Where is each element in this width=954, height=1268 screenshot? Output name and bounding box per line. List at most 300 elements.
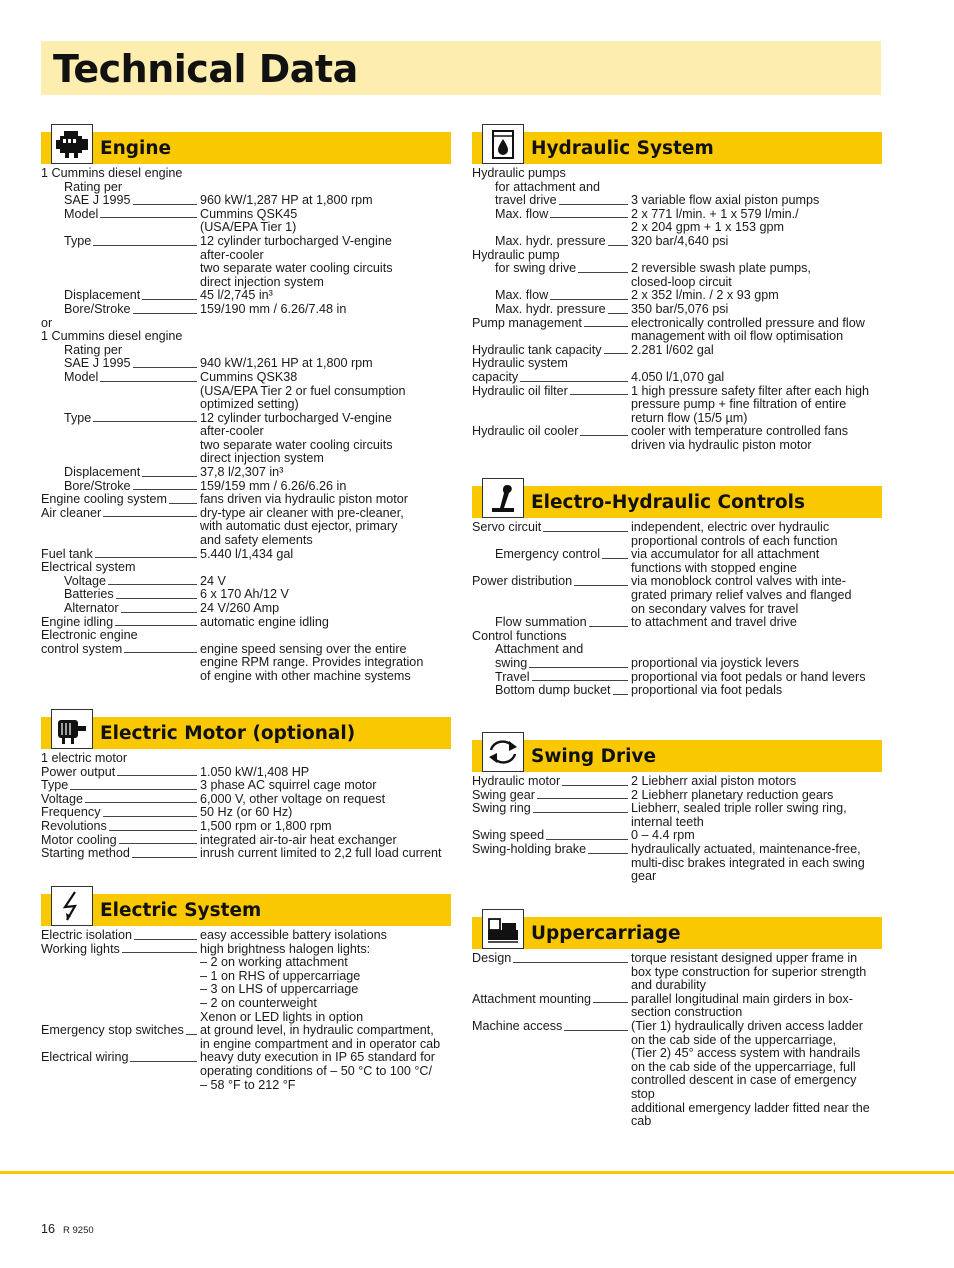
spec-value: 37,8 l/2,307 in³ xyxy=(200,465,284,480)
spec-value: 24 V/260 Amp xyxy=(200,601,280,615)
spec-label xyxy=(472,548,631,562)
spec-value: Cummins QSK45 xyxy=(200,206,298,221)
spec-value: return flow (15/5 µm) xyxy=(631,410,748,425)
hydraulic-tank-icon xyxy=(482,124,524,164)
section-hydraulic-system xyxy=(472,124,882,452)
spec-label xyxy=(472,194,631,208)
spec-label xyxy=(41,208,200,222)
leader-line xyxy=(130,1061,197,1062)
spec-value: – 2 on working attachment xyxy=(200,955,348,970)
leader-line xyxy=(109,830,197,831)
section-header xyxy=(41,709,451,749)
spec-value: direct injection system xyxy=(200,451,324,466)
leader-line xyxy=(608,313,628,314)
spec-value: engine RPM range. Provides integration xyxy=(200,655,424,670)
spec-label xyxy=(41,997,200,1011)
leader-line xyxy=(593,1002,628,1003)
spec-label xyxy=(472,630,631,644)
spec-row xyxy=(472,1115,882,1129)
spec-value: 2.281 l/602 gal xyxy=(631,342,714,357)
spec-label xyxy=(472,398,631,412)
spec-label-text: Starting method xyxy=(41,847,130,861)
spec-value xyxy=(200,330,451,344)
spec-value xyxy=(200,752,451,766)
page-title: Technical Data xyxy=(53,47,358,91)
spec-label xyxy=(41,235,200,249)
spec-row xyxy=(41,289,451,303)
spec-label xyxy=(472,262,631,276)
spec-label xyxy=(472,1020,631,1034)
spec-value: in engine compartment and in operator cab xyxy=(200,1036,441,1051)
leader-line xyxy=(550,217,628,218)
spec-label-text: Engine cooling system xyxy=(41,493,168,507)
leader-line xyxy=(562,785,628,786)
leader-line xyxy=(133,367,197,368)
spec-label xyxy=(472,439,631,453)
spec-row xyxy=(472,589,882,603)
spec-label xyxy=(41,766,200,780)
spec-row xyxy=(41,997,451,1011)
spec-row xyxy=(472,616,882,630)
spec-row xyxy=(41,371,451,385)
spec-row xyxy=(472,562,882,576)
leader-line xyxy=(103,816,197,817)
spec-label xyxy=(41,249,200,263)
spec-row xyxy=(41,820,451,834)
spec-label-text: travel drive xyxy=(495,194,557,208)
spec-value: 24 V xyxy=(200,573,226,588)
spec-row xyxy=(472,385,882,399)
spec-label xyxy=(41,983,200,997)
spec-row xyxy=(472,412,882,426)
spec-row xyxy=(472,657,882,671)
spec-label-text: Electric isolation xyxy=(41,929,132,942)
spec-label-text: Hydraulic motor xyxy=(472,775,561,788)
spec-row xyxy=(41,398,451,412)
spec-label xyxy=(472,385,631,399)
spec-row xyxy=(472,952,882,966)
spec-value: high brightness halogen lights: xyxy=(200,941,371,956)
spec-row xyxy=(41,629,451,643)
spec-row xyxy=(41,943,451,957)
spec-label-text: Emergency control xyxy=(495,548,600,562)
spec-label xyxy=(472,789,631,803)
leader-line xyxy=(613,694,628,695)
leader-line xyxy=(95,557,197,558)
leader-line xyxy=(570,394,628,395)
spec-label xyxy=(41,779,200,793)
spec-label xyxy=(41,412,200,426)
spec-value: management with oil flow optimisation xyxy=(631,329,844,344)
spec-row xyxy=(41,208,451,222)
spec-label xyxy=(472,167,631,181)
leader-line xyxy=(100,381,197,382)
leader-line xyxy=(520,381,628,382)
spec-label-text: Max. flow xyxy=(495,289,549,303)
spec-label-text: Model xyxy=(64,370,99,384)
spec-row xyxy=(41,534,451,548)
leader-line xyxy=(537,798,628,799)
spec-row xyxy=(41,520,451,534)
spec-value: stop xyxy=(631,1086,655,1101)
spec-row xyxy=(41,1024,451,1038)
spec-rows xyxy=(472,952,882,1129)
spec-label xyxy=(41,520,200,534)
spec-row xyxy=(472,1034,882,1048)
spec-row xyxy=(472,548,882,562)
spec-label xyxy=(472,412,631,426)
spec-row xyxy=(472,802,882,816)
spec-label xyxy=(41,956,200,970)
spec-label xyxy=(472,249,631,263)
spec-row xyxy=(41,656,451,670)
spec-value: driven via hydraulic piston motor xyxy=(631,437,812,452)
spec-label-text: Emergency stop switches xyxy=(41,1024,184,1038)
spec-value: cooler with temperature controlled fans xyxy=(631,424,849,439)
spec-label xyxy=(41,793,200,807)
spec-label-text: Voltage xyxy=(64,574,107,588)
spec-label xyxy=(41,507,200,521)
spec-value xyxy=(200,167,451,181)
spec-value: (Tier 1) hydraulically driven access ladder xyxy=(631,1018,863,1033)
spec-row xyxy=(41,588,451,602)
spec-value: closed-loop circuit xyxy=(631,274,732,289)
spec-row xyxy=(472,816,882,830)
spec-label-text: 1 Cummins diesel engine xyxy=(41,330,183,344)
spec-row xyxy=(41,317,451,331)
spec-row xyxy=(41,548,451,562)
leader-line xyxy=(513,962,628,963)
leader-line xyxy=(580,435,628,436)
spec-value: 50 Hz (or 60 Hz) xyxy=(200,805,293,820)
spec-label xyxy=(41,1065,200,1079)
spec-value: on the cab side of the uppercarriage, full xyxy=(631,1059,856,1074)
spec-value: 3 variable flow axial piston pumps xyxy=(631,193,820,208)
spec-value: additional emergency ladder fitted near the xyxy=(631,1100,870,1115)
spec-label xyxy=(472,1102,631,1116)
spec-label xyxy=(472,521,631,535)
spec-value: 6,000 V, other voltage on request xyxy=(200,791,386,806)
spec-row xyxy=(472,575,882,589)
spec-value: 12 cylinder turbocharged V-engine xyxy=(200,233,392,248)
section-header xyxy=(41,124,451,164)
spec-row xyxy=(472,181,882,195)
spec-label-text: Model xyxy=(64,207,99,221)
spec-label xyxy=(41,602,200,616)
spec-label xyxy=(41,303,200,317)
spec-value xyxy=(631,357,882,371)
spec-value: parallel longitudinal main girders in box- xyxy=(631,991,853,1006)
spec-label xyxy=(41,398,200,412)
leader-line xyxy=(602,558,628,559)
spec-label-text: capacity xyxy=(472,370,519,384)
spec-row xyxy=(472,425,882,439)
spec-label-text: Displacement xyxy=(64,466,141,480)
leader-line xyxy=(608,245,628,246)
spec-value: fans driven via hydraulic piston motor xyxy=(200,492,408,507)
section-title: Hydraulic System xyxy=(531,138,714,159)
spec-row xyxy=(41,834,451,848)
spec-row xyxy=(472,829,882,843)
spec-label-text: Revolutions xyxy=(41,819,107,833)
spec-label-text: Swing ring xyxy=(472,802,531,816)
section-swing-drive xyxy=(472,732,882,884)
spec-value: at ground level, in hydraulic compartment, xyxy=(200,1023,434,1038)
spec-label xyxy=(41,289,200,303)
spec-row xyxy=(41,439,451,453)
spec-row xyxy=(41,602,451,616)
leader-line xyxy=(133,489,198,490)
spec-value: pressure pump + fine filtration of entire xyxy=(631,397,847,412)
leader-line xyxy=(132,857,197,858)
spec-label xyxy=(41,806,200,820)
leader-line xyxy=(589,626,628,627)
spec-label-text: Max. flow xyxy=(495,207,549,221)
spec-value: independent, electric over hydraulic xyxy=(631,520,830,534)
leader-line xyxy=(169,503,197,504)
spec-label xyxy=(41,629,200,643)
spec-label xyxy=(41,344,200,358)
spec-label-text: Flow summation xyxy=(495,616,587,630)
spec-label-text: Design xyxy=(472,952,512,965)
spec-label xyxy=(472,1088,631,1102)
model-code: R 9250 xyxy=(63,1225,94,1236)
leader-line xyxy=(103,516,197,517)
spec-label-text: Swing speed xyxy=(472,829,545,843)
spec-label-text: Bore/Stroke xyxy=(64,302,131,316)
section-header xyxy=(41,886,451,926)
spec-row xyxy=(472,303,882,317)
spec-label xyxy=(472,966,631,980)
spec-row xyxy=(472,398,882,412)
spec-label-text: 1 electric motor xyxy=(41,752,128,765)
leader-line xyxy=(115,625,197,626)
spec-row xyxy=(41,643,451,657)
spec-label-text: Electrical system xyxy=(41,561,136,575)
spec-row xyxy=(41,385,451,399)
spec-value xyxy=(200,629,451,643)
spec-label xyxy=(41,834,200,848)
spec-label xyxy=(41,575,200,589)
spec-label xyxy=(41,357,200,371)
leader-line xyxy=(108,584,197,585)
spec-label-text: Bore/Stroke xyxy=(64,479,131,493)
spec-value: 2 Liebherr planetary reduction gears xyxy=(631,787,834,802)
spec-row xyxy=(472,1020,882,1034)
spec-label xyxy=(472,208,631,222)
spec-value: 2 x 204 gpm + 1 x 153 gpm xyxy=(631,220,784,235)
spec-value: dry-type air cleaner with pre-cleaner, xyxy=(200,505,404,520)
spec-row xyxy=(472,249,882,263)
spec-row xyxy=(472,993,882,1007)
spec-row xyxy=(41,929,451,943)
spec-label-text: SAE J 1995 xyxy=(64,194,131,208)
spec-label xyxy=(41,534,200,548)
spec-label-text: Control functions xyxy=(472,629,567,643)
spec-label xyxy=(472,857,631,871)
spec-label xyxy=(41,588,200,602)
spec-label xyxy=(41,561,200,575)
spec-label xyxy=(41,643,200,657)
spec-value: – 58 °F to 212 °F xyxy=(200,1077,296,1092)
spec-value: with automatic dust ejector, primary xyxy=(200,519,398,534)
spec-value: electronically controlled pressure and flow xyxy=(631,315,865,330)
footer-rule xyxy=(0,1171,954,1174)
footer xyxy=(41,1223,94,1238)
section-engine xyxy=(41,124,451,684)
spec-row xyxy=(41,167,451,181)
spec-row xyxy=(41,221,451,235)
spec-label xyxy=(472,330,631,344)
spec-value: proportional via foot pedals or hand levers xyxy=(631,669,866,684)
spec-label-text: Swing gear xyxy=(472,788,536,802)
spec-row xyxy=(41,793,451,807)
spec-value: 1,500 rpm or 1,800 rpm xyxy=(200,818,332,833)
spec-label xyxy=(472,221,631,235)
leader-line xyxy=(142,299,197,300)
section-electro-hydraulic-controls xyxy=(472,478,882,698)
section-title: Electric Motor (optional) xyxy=(100,723,356,744)
section-title: Swing Drive xyxy=(531,746,657,767)
spec-value: (USA/EPA Tier 2 or fuel consumption xyxy=(200,383,406,398)
spec-value: section construction xyxy=(631,1005,743,1020)
leader-line xyxy=(85,802,197,803)
leader-line xyxy=(116,598,197,599)
spec-label-text: Bottom dump bucket xyxy=(495,684,611,698)
leader-line xyxy=(584,326,628,327)
spec-value: 320 bar/4,640 psi xyxy=(631,233,729,248)
engine-icon xyxy=(51,124,93,164)
spec-row xyxy=(41,616,451,630)
spec-value: 5.440 l/1,434 gal xyxy=(200,546,294,561)
spec-value: 159/190 mm / 6.26/7.48 in xyxy=(200,301,347,316)
spec-label-text: Max. hydr. pressure xyxy=(495,234,606,248)
spec-label-text: Frequency xyxy=(41,806,101,820)
leader-line xyxy=(533,812,628,813)
spec-row xyxy=(41,1011,451,1025)
section-title: Electro-Hydraulic Controls xyxy=(531,492,805,513)
spec-value: 3 phase AC squirrel cage motor xyxy=(200,778,377,793)
spec-row xyxy=(41,303,451,317)
spec-value: 45 l/2,745 in³ xyxy=(200,288,273,303)
leader-line xyxy=(122,952,197,953)
leader-line xyxy=(564,1030,628,1031)
spec-row xyxy=(472,603,882,617)
spec-rows xyxy=(472,167,882,452)
spec-value: – 3 on LHS of uppercarriage xyxy=(200,982,359,997)
leader-line xyxy=(529,667,628,668)
spec-row xyxy=(41,670,451,684)
spec-row xyxy=(472,167,882,181)
section-header xyxy=(472,732,882,772)
spec-label xyxy=(472,575,631,589)
spec-row xyxy=(41,181,451,195)
spec-label-text: Hydraulic oil cooler xyxy=(472,425,579,439)
spec-label-text: 1 Cummins diesel engine xyxy=(41,167,183,180)
spec-label xyxy=(41,317,200,331)
spec-rows xyxy=(472,775,882,884)
spec-label xyxy=(472,993,631,1007)
spec-value: Xenon or LED lights in option xyxy=(200,1009,364,1024)
spec-label xyxy=(41,616,200,630)
leader-line xyxy=(550,299,628,300)
spec-label-text: Type xyxy=(64,234,92,248)
spec-value: easy accessible battery isolations xyxy=(200,928,387,942)
spec-value: after-cooler xyxy=(200,247,264,262)
spec-row xyxy=(472,344,882,358)
spec-row xyxy=(472,870,882,884)
spec-label-text: Hydraulic oil filter xyxy=(472,384,568,398)
spec-rows xyxy=(41,167,451,684)
spec-value: 159/159 mm / 6.26/6.26 in xyxy=(200,478,347,493)
spec-label xyxy=(472,317,631,331)
spec-label xyxy=(41,167,200,181)
spec-label-text: Rating per xyxy=(64,343,123,357)
spec-row xyxy=(472,1006,882,1020)
spec-value: box type construction for superior strength xyxy=(631,964,867,979)
leader-line xyxy=(133,313,198,314)
spec-value: (Tier 2) 45° access system with handrails xyxy=(631,1046,861,1061)
spec-value: heavy duty execution in IP 65 standard for xyxy=(200,1050,436,1065)
spec-label xyxy=(41,1079,200,1093)
spec-row xyxy=(472,535,882,549)
spec-label xyxy=(41,1051,200,1065)
spec-row xyxy=(41,766,451,780)
spec-row xyxy=(41,344,451,358)
spec-row xyxy=(41,235,451,249)
spec-label xyxy=(472,289,631,303)
spec-value: 2 x 771 l/min. + 1 x 579 l/min./ xyxy=(631,206,799,221)
spec-value: and safety elements xyxy=(200,533,313,548)
spec-value: cab xyxy=(631,1114,652,1129)
spec-label xyxy=(472,562,631,576)
spec-row xyxy=(472,521,882,535)
spec-row xyxy=(41,466,451,480)
spec-row xyxy=(472,684,882,698)
spec-label xyxy=(41,425,200,439)
spec-row xyxy=(41,262,451,276)
spec-label xyxy=(472,684,631,698)
spec-label xyxy=(472,425,631,439)
spec-label xyxy=(472,1115,631,1129)
spec-label xyxy=(41,670,200,684)
spec-value xyxy=(631,167,882,181)
spec-label-text: Type xyxy=(64,411,92,425)
spec-label xyxy=(472,802,631,816)
spec-label xyxy=(472,952,631,966)
spec-row xyxy=(41,779,451,793)
spec-label xyxy=(472,671,631,685)
leader-line xyxy=(100,217,197,218)
spec-row xyxy=(41,425,451,439)
spec-label-text: Electronic engine xyxy=(41,629,138,643)
spec-value: 1 high pressure safety filter after each high xyxy=(631,383,870,398)
spec-label xyxy=(41,1011,200,1025)
spec-value xyxy=(200,181,451,195)
spec-row xyxy=(472,439,882,453)
spec-row xyxy=(41,412,451,426)
section-header xyxy=(472,478,882,518)
spec-label-text: Servo circuit xyxy=(472,521,542,534)
leader-line xyxy=(93,245,197,246)
joystick-icon xyxy=(482,478,524,518)
spec-label xyxy=(41,262,200,276)
spec-value: automatic engine idling xyxy=(200,614,329,629)
leader-line xyxy=(119,843,197,844)
spec-rows xyxy=(472,521,882,698)
spec-value: on secondary valves for travel xyxy=(631,601,799,616)
spec-row xyxy=(41,1065,451,1079)
